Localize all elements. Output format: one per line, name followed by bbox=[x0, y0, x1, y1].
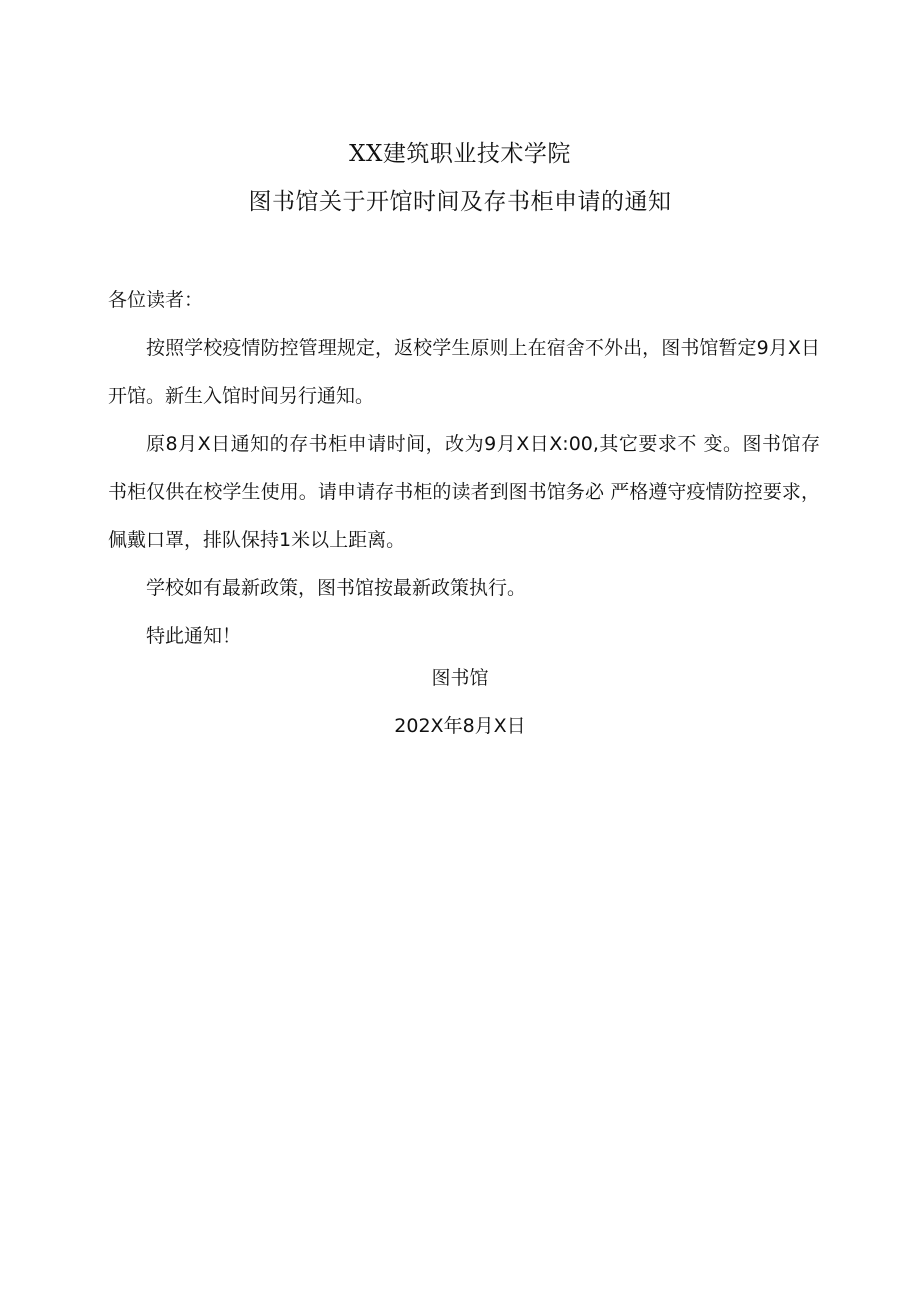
document-body bbox=[108, 276, 820, 660]
paragraph-closing: 特此通知！ bbox=[146, 625, 242, 647]
signature-org: 图书馆 bbox=[431, 667, 489, 689]
paragraph-policy: 学校如有最新政策，图书馆按最新政策执行。 bbox=[146, 577, 527, 599]
salutation: 各位读者： bbox=[108, 289, 204, 311]
paragraph-locker-application: 原8月X日通知的存书柜申请时间，改为9月X日X:00,其它要求不 变。图书馆存书柜仅供在校学生使用。请申请存书柜的读者到图书馆务必 严格遵守疫情防控要求，佩戴口罩，排队保持1米以上距离。 bbox=[108, 433, 820, 551]
title-notice: 图书馆关于开馆时间及存书柜申请的通知 bbox=[248, 189, 672, 215]
paragraph-opening-time: 按照学校疫情防控管理规定，返校学生原则上在宿舍不外出，图书馆暂定9月X日开馆。新生入馆时间另行通知。 bbox=[108, 337, 820, 407]
document-title bbox=[0, 130, 920, 226]
signature-block bbox=[0, 654, 920, 750]
signature-date: 202X年8月X日 bbox=[394, 715, 526, 737]
title-institution: XX建筑职业技术学院 bbox=[349, 141, 571, 167]
